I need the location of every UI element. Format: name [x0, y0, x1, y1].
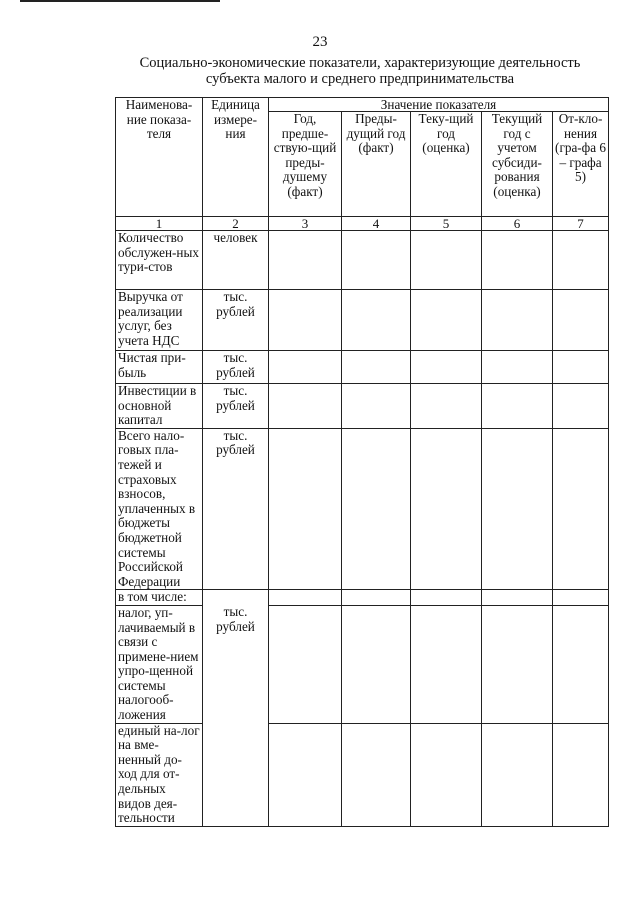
col-number: 4	[342, 217, 411, 231]
document-title	[120, 55, 600, 87]
col-number: 3	[269, 217, 342, 231]
table-cell	[411, 605, 482, 723]
indicators-table	[115, 97, 609, 827]
table-cell	[482, 351, 553, 384]
table-cell	[342, 605, 411, 723]
row-name: налог, уп-лачиваемый в связи с примене-нием упро-щенной системы налогооб-ложения	[116, 605, 203, 723]
header-year-before-previous: Год, предше-ствую-щий преды-душему (факт)	[269, 112, 342, 217]
table-cell	[482, 231, 553, 290]
table-cell	[482, 590, 553, 606]
col-number: 1	[116, 217, 203, 231]
table-row	[116, 351, 609, 384]
row-unit: человек	[203, 231, 269, 290]
header-previous-year: Преды-дущий год (факт)	[342, 112, 411, 217]
col-number: 2	[203, 217, 269, 231]
table-cell	[553, 428, 609, 590]
table-row	[116, 605, 609, 723]
col-number: 6	[482, 217, 553, 231]
page-number: 23	[312, 34, 328, 50]
table-cell	[269, 231, 342, 290]
table-cell	[269, 384, 342, 429]
table-cell	[342, 351, 411, 384]
row-unit	[203, 723, 269, 826]
row-name: Инвестиции в основной капитал	[116, 384, 203, 429]
table-cell	[411, 590, 482, 606]
col-number: 7	[553, 217, 609, 231]
row-unit: тыс. рублей	[203, 428, 269, 590]
table-cell	[411, 290, 482, 351]
table-cell	[269, 428, 342, 590]
row-unit: тыс. рублей	[203, 351, 269, 384]
table-cell	[342, 290, 411, 351]
row-unit: тыс. рублей	[203, 384, 269, 429]
row-unit: тыс. рублей	[203, 605, 269, 723]
column-numbers-row	[116, 217, 609, 231]
table-cell	[482, 723, 553, 826]
table-cell	[411, 428, 482, 590]
table-cell	[203, 590, 269, 606]
including-row	[116, 590, 609, 606]
row-name: Всего нало-говых пла-тежей и страховых взносов, уплаченных в бюджеты бюджетной системы Российской Федерации	[116, 428, 203, 590]
table-cell	[269, 723, 342, 826]
table-cell	[269, 605, 342, 723]
table-cell	[269, 590, 342, 606]
header-deviation: От-кло-нения (гра-фа 6 – графа 5)	[553, 112, 609, 217]
table-cell	[553, 351, 609, 384]
table-cell	[342, 590, 411, 606]
top-border-line	[20, 0, 220, 2]
header-current-year: Теку-щий год (оценка)	[411, 112, 482, 217]
table-row	[116, 384, 609, 429]
table-cell	[553, 290, 609, 351]
table-row	[116, 428, 609, 590]
row-name: Выручка от реализации услуг, без учета НДС	[116, 290, 203, 351]
table-cell	[411, 723, 482, 826]
table-cell	[342, 231, 411, 290]
table-row	[116, 290, 609, 351]
row-name: Количество обслужен-ных тури-стов	[116, 231, 203, 290]
table-cell	[553, 605, 609, 723]
row-name: Чистая при-быль	[116, 351, 203, 384]
row-unit: тыс. рублей	[203, 290, 269, 351]
row-name: единый на-лог на вме-ненный до-ход для от-дельных видов дея-тельности	[116, 723, 203, 826]
header-row-group	[116, 98, 609, 112]
table-cell	[553, 590, 609, 606]
table-cell	[553, 231, 609, 290]
table-row	[116, 723, 609, 826]
table-cell	[342, 428, 411, 590]
table-cell	[342, 723, 411, 826]
header-unit: Единица измере-ния	[203, 98, 269, 217]
table-cell	[482, 290, 553, 351]
including-label: в том числе:	[116, 590, 203, 606]
table-cell	[411, 231, 482, 290]
table-cell	[411, 351, 482, 384]
col-number: 5	[411, 217, 482, 231]
table-cell	[482, 428, 553, 590]
table-cell	[269, 290, 342, 351]
table-cell	[269, 351, 342, 384]
table-cell	[482, 384, 553, 429]
title-line-2: субъекта малого и среднего предпринимательства	[205, 71, 515, 87]
title-line-1: Социально-экономические показатели, характеризующие деятельность	[139, 55, 581, 71]
table-cell	[553, 723, 609, 826]
table-row	[116, 231, 609, 290]
table-cell	[411, 384, 482, 429]
header-name: Наименова-ние показа-теля	[116, 98, 203, 217]
table-cell	[342, 384, 411, 429]
header-current-year-subsidy: Текущий год с учетом субсиди-рования (оценка)	[482, 112, 553, 217]
header-value-group: Значение показателя	[269, 98, 609, 112]
table-cell	[482, 605, 553, 723]
table-cell	[553, 384, 609, 429]
